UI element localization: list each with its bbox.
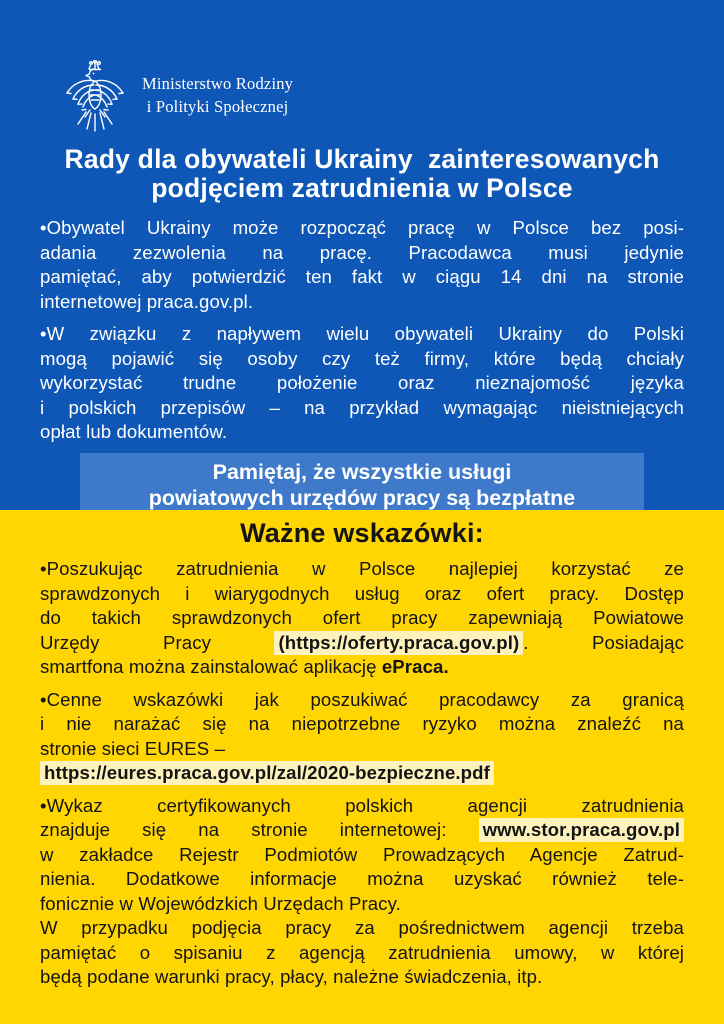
text-run: . Posiadając — [523, 631, 684, 653]
text-line — [40, 737, 684, 762]
text-line — [40, 290, 684, 315]
text-run: pamiętać, aby potwierdzić ten fakt w ciągu 14 dni na stronie — [40, 266, 684, 287]
text-line — [40, 965, 684, 990]
text-line — [40, 322, 684, 347]
ministry-name-line2: i Polityki Społecznej — [146, 97, 289, 116]
poster-title-line2: podjęciem zatrudnienia w Polsce — [151, 173, 573, 203]
text-line — [40, 761, 684, 786]
text-run: •Cenne wskazówki jak poszukiwać pracodawcy za granicą — [40, 688, 684, 710]
text-run: do takich sprawdzonych ofert pracy zapewniają Powiatowe — [40, 607, 684, 628]
text-run: •Wykaz certyfikowanych polskich agencji zatrudnienia — [40, 794, 684, 816]
text-line — [40, 941, 684, 966]
text-line — [40, 794, 684, 819]
text-run: fonicznie w Wojewódzkich Urzędach Pracy. — [40, 892, 401, 914]
text-line — [40, 557, 684, 582]
text-line — [40, 867, 684, 892]
text-line — [40, 241, 684, 266]
text-line — [40, 606, 684, 631]
text-line — [40, 631, 684, 656]
text-line — [40, 892, 684, 917]
link-eures-pdf: https://eures.praca.gov.pl/zal/2020-bezpieczne.pdf — [40, 761, 494, 785]
notice-line1: Pamiętaj, że wszystkie usługi — [212, 459, 512, 484]
text-line — [40, 655, 684, 680]
bullet-paragraph — [40, 688, 684, 786]
text-line — [40, 396, 684, 421]
text-line — [40, 688, 684, 713]
bullet-paragraph — [40, 794, 684, 990]
text-run: internetowej praca.gov.pl. — [40, 290, 254, 312]
link-oferty-praca-gov: (https://oferty.praca.gov.pl) — [274, 631, 523, 655]
ministry-name-line1: Ministerstwo Rodziny — [142, 74, 294, 93]
text-run: nienia. Dodatkowe informacje można uzyskać również tele- — [40, 868, 684, 889]
app-epraca-label: ePraca. — [381, 656, 449, 677]
text-run: •Poszukując zatrudnienia w Polsce najlepiej korzystać ze — [40, 558, 684, 579]
poster-title-line1: Rady dla obywateli Ukrainy zainteresowanych — [64, 144, 660, 174]
text-line — [40, 916, 684, 941]
link-stor-praca-gov: www.stor.praca.gov.pl — [479, 818, 684, 842]
text-run: W przypadku podjęcia pracy za pośrednictwem agencji trzeba — [40, 917, 684, 938]
notice-line2: powiatowych urzędów pracy są bezpłatne — [148, 485, 576, 510]
text-run: i nie narażać się na niepotrzebne ryzyko można znaleźć na — [40, 713, 684, 734]
text-run: wykorzystać trudne położenie oraz nieznajomość języka — [40, 372, 684, 393]
text-run: sprawdzonych i wiarygodnych usług oraz ofert pracy. Dostęp — [40, 582, 684, 604]
text-run: opłat lub dokumentów. — [40, 421, 228, 442]
text-run: w zakładce Rejestr Podmiotów Prowadzących Agencje Zatrud- — [40, 843, 684, 865]
yellow-section — [0, 510, 724, 1024]
poster-title — [18, 145, 706, 203]
text-run: stronie sieci EURES – — [40, 737, 226, 759]
bullet-paragraph — [40, 216, 684, 314]
text-line — [40, 420, 684, 445]
free-services-notice — [80, 453, 644, 517]
text-run: smartfona można zainstalować aplikację — [40, 656, 382, 677]
ministry-logo — [0, 0, 724, 138]
text-line — [40, 712, 684, 737]
bullet-paragraph — [40, 557, 684, 680]
blue-paragraphs — [40, 216, 684, 445]
ministry-name — [142, 72, 293, 118]
text-line — [40, 265, 684, 290]
yellow-paragraphs — [40, 557, 684, 990]
text-line — [40, 818, 684, 843]
text-run: •Obywatel Ukrainy może rozpocząć pracę w Polsce bez posi- — [40, 217, 684, 238]
text-line — [40, 216, 684, 241]
text-run: •W związku z napływem wielu obywateli Ukrainy do Polski — [40, 323, 684, 344]
blue-section — [0, 0, 724, 510]
text-line — [40, 347, 684, 372]
text-run: mogą pojawić się osoby czy też firmy, które będą chciały — [40, 347, 684, 369]
text-run: adania zezwolenia na pracę. Pracodawca musi jedynie — [40, 241, 684, 263]
bullet-paragraph — [40, 322, 684, 445]
text-run: i polskich przepisów – na przykład wymagając nieistniejących — [40, 396, 684, 418]
text-line — [40, 371, 684, 396]
text-run: znajduje się na stronie internetowej: — [40, 819, 479, 840]
text-line — [40, 582, 684, 607]
text-line — [40, 843, 684, 868]
text-run: pamiętać o spisaniu z agencją zatrudnienia umowy, w której — [40, 941, 684, 963]
text-run: Urzędy Pracy — [40, 631, 275, 653]
important-tips-heading: Ważne wskazówki: — [240, 518, 484, 548]
polish-eagle-icon — [64, 60, 126, 138]
text-run: będą podane warunki pracy, płacy, należne świadczenia, itp. — [40, 966, 543, 987]
